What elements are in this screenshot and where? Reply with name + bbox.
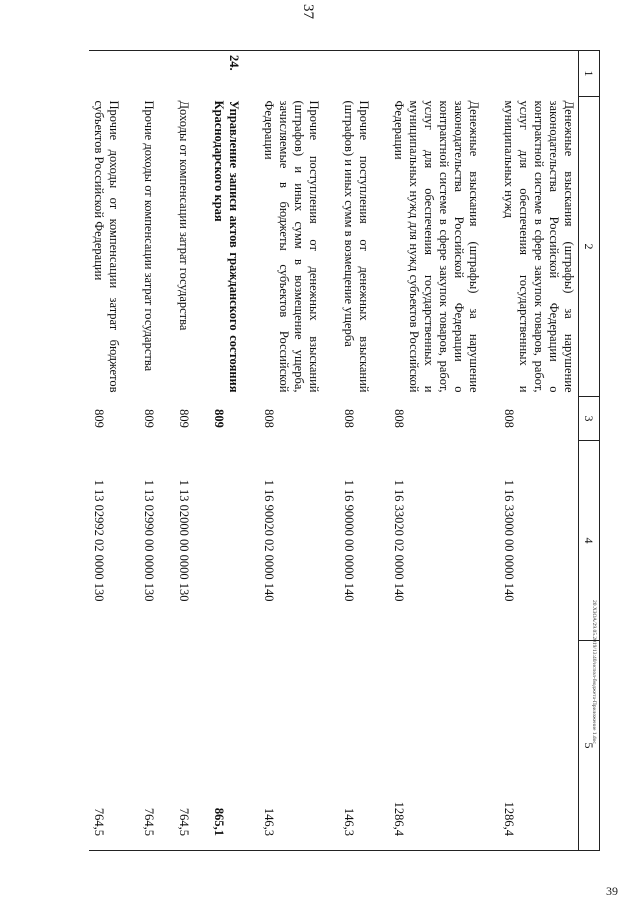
row-number — [174, 51, 193, 97]
row-number — [259, 51, 323, 97]
row-number — [499, 51, 579, 97]
section-number: 24. — [209, 51, 243, 97]
row-number — [89, 51, 123, 97]
row-number — [139, 51, 158, 97]
file-footer: 20.ХЗОА/29.05.2019/13:40/испол-бюджета-Приложение 1.doc — [591, 600, 597, 744]
row-name: Прочие поступления от денежных взысканий (штрафов) и иных сумм в возмещение ущерба — [342, 100, 371, 393]
row-amount: 1286,4 — [389, 641, 483, 851]
section-admin-code: 809 — [212, 409, 226, 428]
table-row — [174, 51, 193, 851]
row-admin-code: 809 — [177, 409, 191, 428]
row-number — [339, 51, 373, 97]
row-name: Прочие поступления от денежных взысканий (штрафов) и иных сумм в возмещение ущерба, зачисляемые в бюджеты субъектов Российской Федерации — [262, 100, 321, 393]
header-col-4: 4 — [579, 441, 600, 641]
row-amount: 146,3 — [259, 641, 323, 851]
row-budget-code: 1 13 02992 02 0000 130 — [92, 479, 106, 602]
row-admin-code: 808 — [502, 409, 516, 428]
row-budget-code: 1 16 33020 02 0000 140 — [392, 479, 406, 602]
table-row — [389, 51, 483, 851]
section-name: Управление записи актов гражданского состояния Краснодарского края — [212, 100, 241, 393]
section-amount: 865,1 — [209, 641, 243, 851]
budget-table — [89, 50, 600, 851]
row-budget-code: 1 13 02000 00 0000 130 — [177, 479, 191, 602]
header-col-3: 3 — [579, 397, 600, 441]
section-budget-code — [209, 441, 243, 641]
row-admin-code: 808 — [262, 409, 276, 428]
row-amount: 146,3 — [339, 641, 373, 851]
row-amount: 764,5 — [139, 641, 158, 851]
row-budget-code: 1 13 02990 00 0000 130 — [142, 479, 156, 602]
row-name: Денежные взыскания (штрафы) за нарушение законодательства Российской Федерации о контрактной системе в сфере закупок товаров, работ, услуг для обеспечения государственных и муниципальных нужд — [502, 100, 576, 393]
row-amount: 764,5 — [89, 641, 123, 851]
row-name: Прочие доходы от компенсации затрат бюджетов субъектов Российской Федерации — [92, 100, 121, 393]
row-number — [389, 51, 483, 97]
row-budget-code: 1 16 90020 02 0000 140 — [262, 479, 276, 602]
row-amount: 1286,4 — [499, 641, 579, 851]
table-row — [89, 51, 123, 851]
row-name: Доходы от компенсации затрат государства — [177, 100, 191, 331]
row-amount: 764,5 — [174, 641, 193, 851]
header-col-2: 2 — [579, 97, 600, 397]
row-admin-code: 809 — [142, 409, 156, 428]
table-row — [499, 51, 579, 851]
row-budget-code: 1 16 90000 00 0000 140 — [342, 479, 356, 602]
row-admin-code: 809 — [92, 409, 106, 428]
side-page-number: 39 — [606, 884, 618, 898]
row-name: Денежные взыскания (штрафы) за нарушение законодательства Российской Федерации о контрактной системе в сфере закупок товаров, работ, услуг для обеспечения государственных и муниципальных нужд для нужд субъектов Российской Федерации — [392, 100, 481, 393]
budget-table-rotated — [92, 50, 600, 850]
row-admin-code: 808 — [342, 409, 356, 428]
table-row — [259, 51, 323, 851]
row-budget-code: 1 16 33000 00 0000 140 — [502, 479, 516, 602]
table-row — [339, 51, 373, 851]
header-col-1: 1 — [579, 51, 600, 97]
row-admin-code: 808 — [392, 409, 406, 428]
table-row — [139, 51, 158, 851]
section-row — [209, 51, 243, 851]
header-col-5: 5 — [579, 641, 600, 851]
page-number-text: 37 — [300, 4, 316, 19]
row-name: Прочие доходы от компенсации затрат государства — [142, 100, 156, 372]
